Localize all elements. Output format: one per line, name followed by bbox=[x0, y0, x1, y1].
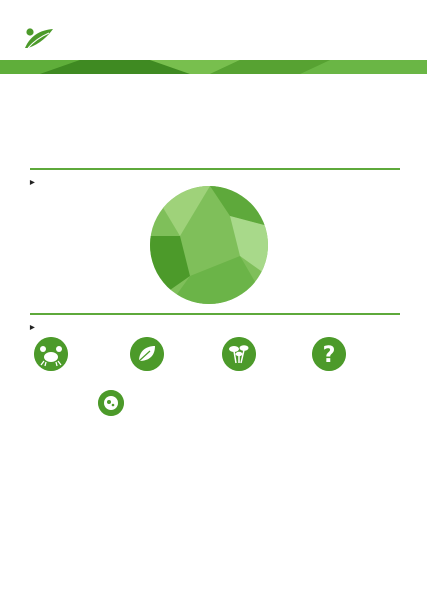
flag-stripe-white bbox=[387, 28, 399, 47]
leaf-icon bbox=[130, 337, 164, 371]
section-heading-access: ▶ bbox=[30, 180, 35, 186]
flag-stripe-orange bbox=[399, 28, 411, 47]
section-heading-availability: ▶ bbox=[30, 325, 35, 331]
kingdom-unknown bbox=[312, 337, 346, 376]
mushroom-icon bbox=[222, 337, 256, 371]
kingdom-protozoa bbox=[98, 390, 124, 421]
kingdom-animalia bbox=[34, 337, 68, 376]
protozoa-icon bbox=[98, 390, 124, 416]
kingdom-fungi bbox=[222, 337, 256, 376]
divider bbox=[30, 313, 400, 315]
decorative-banner bbox=[0, 60, 427, 74]
kingdom-plantae bbox=[130, 337, 164, 376]
access-circle bbox=[150, 186, 268, 304]
divider bbox=[30, 168, 400, 170]
question-mark-icon bbox=[312, 337, 346, 371]
gbif-logo-icon bbox=[22, 26, 56, 52]
circle-pattern bbox=[150, 186, 268, 304]
flag-stripe-green bbox=[375, 28, 387, 47]
ireland-flag-icon bbox=[375, 28, 411, 47]
svg-text:?: ? bbox=[322, 343, 336, 368]
crab-icon bbox=[34, 337, 68, 371]
